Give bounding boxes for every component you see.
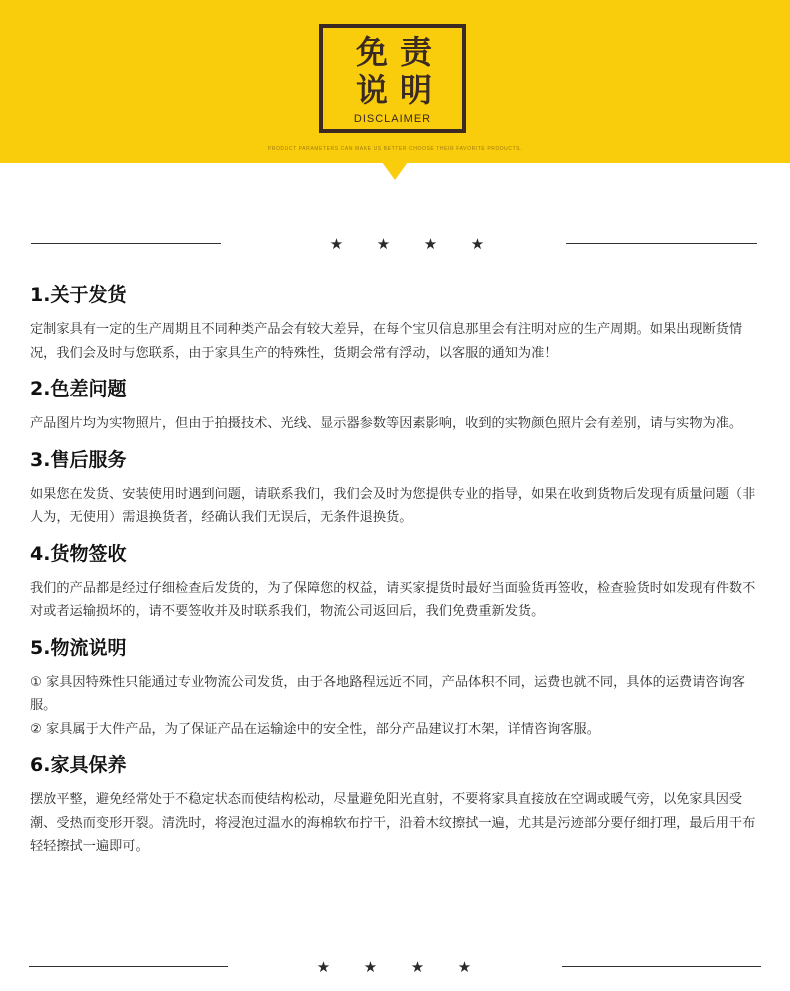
section-paragraph: ① 家具因特殊性只能通过专业物流公司发货，由于各地路程远近不同，产品体积不同，运费也就不同，具体的运费请咨询客服。: [30, 674, 745, 713]
section-title: 2.色差问题: [30, 378, 127, 400]
section-paragraph: 我们的产品都是经过仔细检查后发货的，为了保障您的权益，请买家提货时最好当面验货再签收，检查验货时如发现有件数不对或者运输损坏的，请不要签收并及时联系我们，物流公司返回后，我们免费重新发货。: [30, 580, 756, 619]
section-body: [30, 318, 765, 365]
section-paragraph: ② 家具属于大件产品，为了保证产品在运输途中的安全性，部分产品建议打木架，详情咨询客服。: [30, 721, 600, 737]
star-icon: ★: [470, 235, 485, 253]
section-logistics: [30, 635, 765, 742]
star-icon: ★: [410, 958, 425, 976]
header-banner: [0, 0, 790, 163]
section-shipping: [30, 282, 765, 365]
star-icon: ★: [363, 958, 378, 976]
logo-char: 说: [356, 71, 389, 109]
logo-char: 免: [356, 33, 389, 71]
star-icon: ★: [457, 958, 472, 976]
section-maintenance: [30, 752, 765, 859]
section-receipt: [30, 541, 765, 624]
section-title: 5.物流说明: [30, 636, 127, 659]
header-tagline: PRODUCT PARAMETERS CAN MAKE US BETTER CHOOSE THEIR FAVORITE PRODUCTS.: [267, 146, 523, 152]
star-icon: ★: [316, 958, 331, 976]
star-icon: ★: [329, 235, 344, 253]
star-divider-bottom: [300, 960, 488, 975]
section-title: 6.家具保养: [30, 754, 127, 776]
divider-line-right: [562, 966, 761, 967]
divider-line-left: [29, 966, 228, 967]
section-after-sales: [30, 447, 765, 530]
section-paragraph: 摆放平整，避免经常处于不稳定状态而使结构松动，尽量避免阳光直射，不要将家具直接放在空调或暖气旁，以免家具因受潮、受热而变形开裂。清洗时，将浸泡过温水的海棉软布拧干，沿着木纹擦拭一遍，尤其是污迹部分要仔细打理，最后用干布轻轻擦拭一遍即可。: [30, 792, 756, 854]
section-paragraph: 如果您在发货、安装使用时遇到问题，请联系我们，我们会及时为您提供专业的指导，如果在收到货物后发现有质量问题（非人为，无使用）需退换货者，经确认我们无误后，无条件退换货。: [30, 486, 756, 525]
logo-char: 责: [400, 33, 433, 71]
section-body: [30, 412, 765, 436]
section-paragraph: 产品图片均为实物照片，但由于拍摄技术、光线、显示器参数等因素影响，收到的实物颜色照片会有差别，请与实物为准。: [30, 416, 743, 431]
banner-pointer: [382, 162, 408, 180]
divider-line-right: [566, 243, 757, 244]
section-body: [30, 671, 765, 742]
logo-subtitle: DISCLAIMER: [353, 113, 432, 125]
disclaimer-logo: [319, 24, 466, 133]
logo-char: 明: [400, 71, 433, 109]
disclaimer-content: [30, 282, 765, 870]
section-title: 1.关于发货: [30, 284, 127, 306]
section-title: 4.货物签收: [30, 542, 127, 565]
section-body: [30, 788, 765, 859]
section-paragraph: 定制家具有一定的生产周期且不同种类产品会有较大差异，在每个宝贝信息那里会有注明对应的生产周期。如果出现断货情况，我们会及时与您联系，由于家具生产的特殊性，货期会常有浮动，以客服的通知为准！: [30, 322, 743, 361]
star-divider-top: [313, 237, 501, 252]
section-color-difference: [30, 376, 765, 436]
divider-line-left: [31, 243, 221, 244]
section-body: [30, 577, 765, 624]
star-icon: ★: [423, 235, 438, 253]
star-icon: ★: [376, 235, 391, 253]
section-title: 3.售后服务: [30, 448, 127, 471]
section-body: [30, 483, 765, 530]
